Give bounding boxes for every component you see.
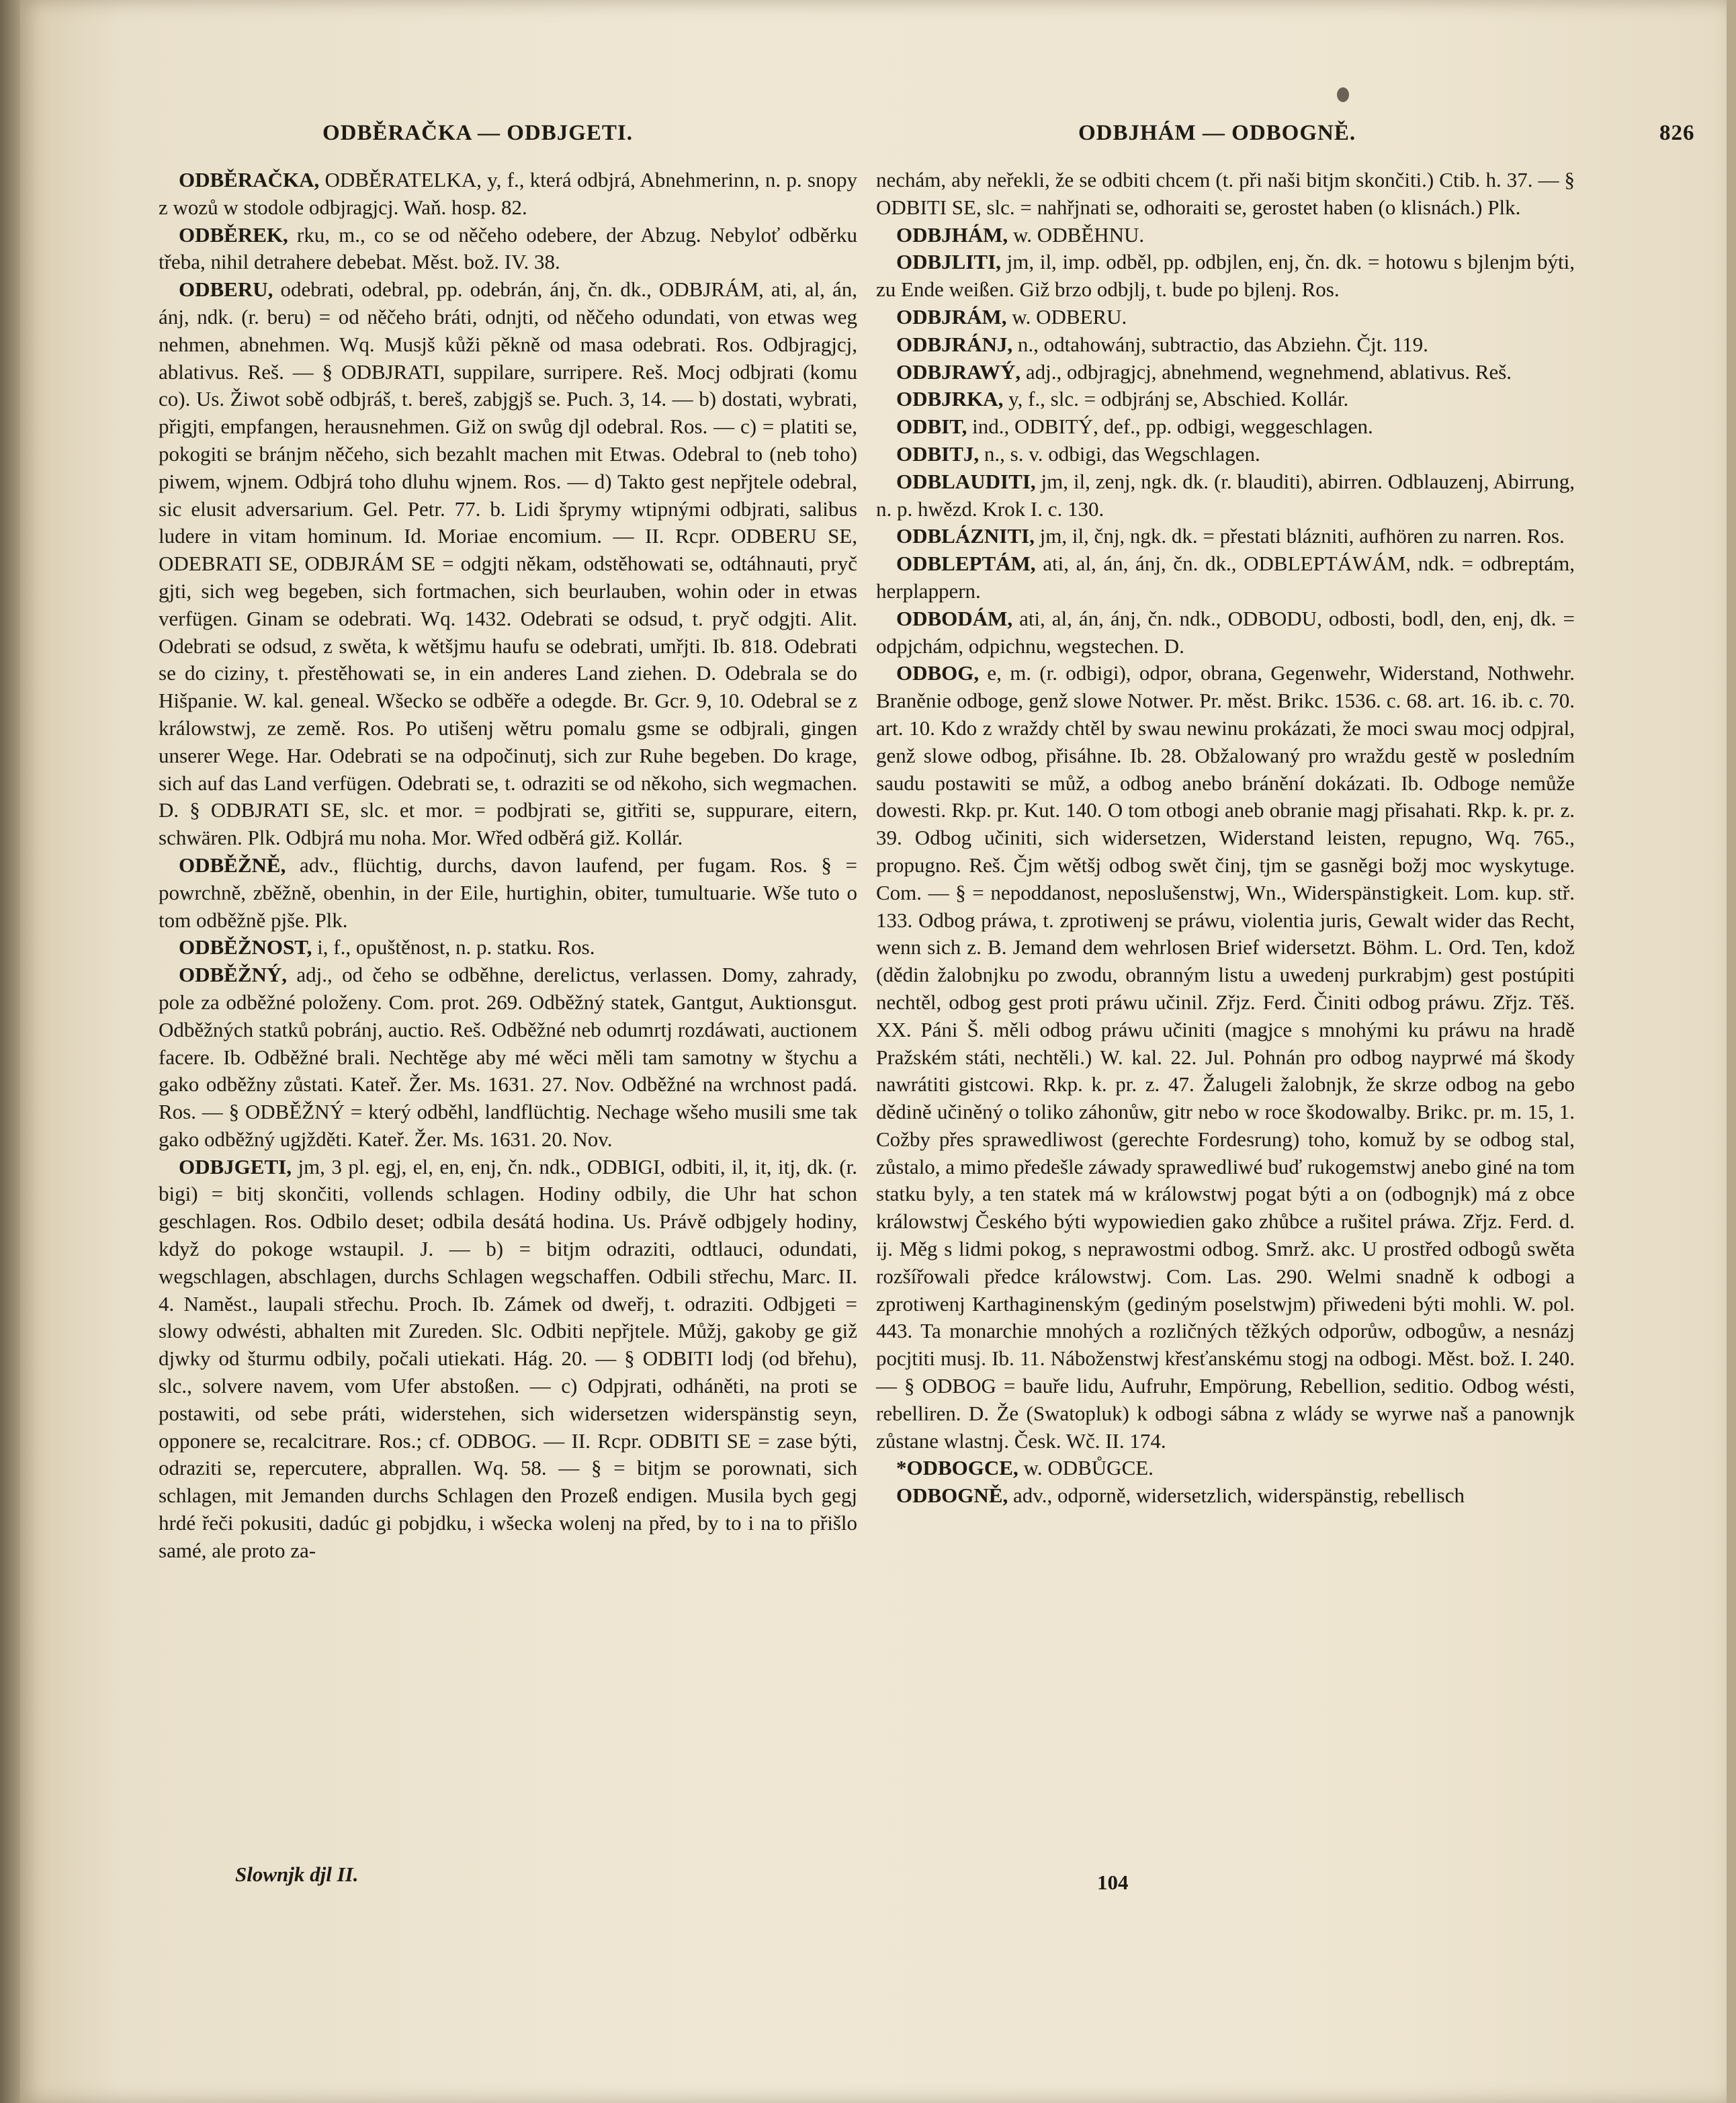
entry-text: rku, m., co se od něčeho odebere, der Abzug. Nebyloť odběrku třeba, nihil detrahere debebat. Měst. bož. IV. 38. — [159, 222, 857, 274]
dictionary-entry — [876, 331, 1575, 359]
dictionary-entry — [876, 1482, 1575, 1510]
dictionary-entry — [159, 1154, 857, 1565]
left-column — [159, 167, 857, 1565]
entry-headword: ODBJRAWÝ, — [896, 359, 1021, 384]
dictionary-entry — [876, 304, 1575, 331]
entry-headword: ODBODÁM, — [896, 606, 1013, 630]
entry-text: adj., odbjragjcj, abnehmend, wegnehmend, ablativus. Reš. — [1025, 359, 1512, 384]
entry-text: w. ODBĚHNU. — [1012, 222, 1145, 247]
dictionary-entry — [876, 523, 1575, 550]
dictionary-entry — [876, 167, 1575, 222]
dictionary-entry — [876, 441, 1575, 468]
dictionary-entry — [876, 605, 1575, 660]
dictionary-page — [20, 0, 1727, 2103]
entry-text: ati, al, án, ánj, čn. ndk., ODBODU, odbosti, bodl, den, enj, dk. = odpjchám, odpichnu, wegstechen. D. — [876, 606, 1575, 658]
entry-text: jm, il, zenj, ngk. dk. (r. blauditi), abirren. Odblauzenj, Abirrung, n. p. hwězd. Krok I. c. 130. — [876, 469, 1575, 521]
entry-headword: ODBLÁZNITI, — [896, 524, 1035, 548]
entry-headword: ODBJHÁM, — [896, 222, 1008, 247]
entry-text: ati, al, án, ánj, čn. dk., ODBLEPTÁWÁM, ndk. = odbreptám, herplappern. — [876, 552, 1575, 603]
dictionary-entry — [876, 468, 1575, 523]
entry-text: adv., flüchtig, durchs, davon laufend, per fugam. Ros. § = powrchně, zběžně, obenhin, in der Eile, hurtighin, obiter, tumultuarie. Wše tuto o tom odběžně pjše. Plk. — [159, 853, 858, 932]
dictionary-entry — [876, 550, 1575, 605]
entry-headword: ODBJRÁNJ, — [896, 332, 1013, 356]
dictionary-entry — [159, 167, 857, 222]
dictionary-entry — [876, 386, 1575, 413]
entry-text: y, f., slc. = odbjránj se, Abschied. Kollár. — [1008, 387, 1349, 411]
entry-headword: ODBĚŽNĚ, — [179, 853, 286, 877]
ink-spot — [1337, 87, 1349, 102]
right-column — [876, 167, 1575, 1510]
entry-headword: ODBITJ, — [896, 441, 980, 466]
entry-headword: ODBLAUDITI, — [896, 469, 1036, 493]
entry-text: nechám, aby neřekli, že se odbiti chcem (t. při naši bitjm skončiti.) Ctib. h. 37. — § ODBITI SE, slc. = nahřjnati se, odhoraiti se, gerostet haben (o klisnách.) Plk. — [876, 168, 1575, 219]
entry-text: ind., ODBITÝ, def., pp. odbigi, weggeschlagen. — [972, 415, 1373, 439]
entry-headword: ODBJGETI, — [179, 1154, 292, 1178]
dictionary-entry — [159, 934, 857, 961]
dictionary-entry — [159, 276, 857, 852]
entry-headword: *ODBOGCE, — [896, 1456, 1018, 1480]
entry-headword: ODBJRKA, — [896, 387, 1004, 411]
page-number: 826 — [1659, 121, 1695, 145]
dictionary-entry — [876, 413, 1575, 441]
dictionary-entry — [876, 359, 1575, 386]
entry-headword: ODBJRÁM, — [896, 304, 1007, 329]
book-spine — [0, 0, 20, 2103]
entry-text: jm, 3 pl. egj, el, en, enj, čn. ndk., ODBIGI, odbiti, il, it, itj, dk. (r. bigi) = bitj skončiti, vollends schlagen. Hodiny odbily, die Uhr hat schon geschlagen. Ros. Odbilo deset; odbila desátá hodina. Us. Právě odbjgely hodiny, když do pokoge wstaupil. J. — b) = bitjm odraziti, odtlauci, odundati, wegschlagen, abschlagen, durchs Schlagen wegschaffen. Odbili střechu, Marc. II. 4. Naměst., laupali střechu. Proch. Ib. Zámek od dweřj, t. odraziti. Odbjgeti = slowy odwésti, abhalten mit Zureden. Slc. Odbiti nepřjtele. Můžj, gakoby ge giž djwky od šturmu odbily, počali utiekati. Hág. 20. — § ODBITI lodj (od břehu), slc., solvere navem, vom Ufer abstoßen. — c) Odpjrati, odháněti, na proti se postawiti, od sebe práti, widerstehen, sich widersetzen widerspänstig seyn, opponere se, recalcitrare. Ros.; cf. ODBOG. — II. Rcpr. ODBITI SE = zase býti, odraziti se, repercutere, abprallen. Wq. 58. — § = bitjm se porownati, sich schlagen, mit Jemanden durchs Schlagen den Prozeß endigen. Musila bych gegj hrdé řeči pokusiti, dadúc gi pobjdku, i wšecka wolenj na před, by to i na to přišlo samé, ale proto za- — [159, 1154, 857, 1562]
entry-headword: ODBJLITI, — [896, 250, 1001, 274]
signature-footer: Slownjk djl II. — [235, 1862, 359, 1886]
running-header-right: ODBJHÁM — ODBOGNĚ. — [1078, 121, 1356, 145]
entry-text: jm, il, imp. odběl, pp. odbjlen, enj, čn. dk. = hotowu s bjlenjm býti, zu Ende weißen. Giž brzo odbjlj, t. bude po bjlenj. Ros. — [876, 250, 1575, 302]
entry-text: jm, il, čnj, ngk. dk. = přestati blázniti, aufhören zu narren. Ros. — [1039, 524, 1565, 548]
dictionary-entry — [876, 1455, 1575, 1482]
entry-headword: ODBĚŽNOST, — [179, 935, 312, 959]
entry-headword: ODBĚREK, — [179, 222, 288, 247]
entry-text: e, m. (r. odbigi), odpor, obrana, Gegenwehr, Widerstand, Nothwehr. Braněnie odboge, genž slowe Notwer. Pr. měst. Brikc. 1536. c. 68. art. 16. ib. c. 70. art. 10. Kdo z wraždy chtěl by swau newinu prokázati, že moci swau mocj odpjral, genž slowe odbog, přisáhne. Ib. 28. Obžalowaný pro wraždu gestě w posledním saudu postawiti se můž, a odbog anebo bránění dokázati. Ib. Odboge nemůže dowesti. Rkp. pr. Kut. 140. O tom otbogi aneb obranie magj přisahati. Rkp. k. pr. z. 39. Odbog učiniti, sich widersetzen, Widerstand leisten, repugno, Wq. 765., propugno. Reš. Čjm wětšj odbog swět činj, tjm se gasněgi božj moc wyskytuge. Com. — § = nepoddanost, neposlušenstwj, Wn., Widerspänstigkeit. Lom. kup. stř. 133. Odbog práwa, t. zprotiwenj se práwu, violentia juris, Gewalt wider das Recht, wenn sich z. B. Jemand dem wehrlosen Brief widersetzt. Böhm. L. Ord. Ten, kdož (dědin žalobnjku po zwodu, obranným listu a uwedenj purkrabjm) gest postúpiti nechtěl, odbog gest proti práwu učinil. Zřjz. Ferd. Činiti odbog práwu. Zřjz. Těš. XX. Páni Š. měli odbog práwu učiniti (magjce s mnohými ku práwu na hradě Pražském státi, nechtěli.) W. kal. 22. Jul. Pohnán pro odbog nayprwé má škody nawrátiti gistcowi. Rkp. k. pr. z. 47. Žalugeli žalobnjk, že skrze odbog na gebo dědině učiněný o toliko záhonůw, gitr nebo w roce škodowalby. Brikc. pr. m. 15, 1. Cožby přes sprawedliwost (gerechte Fordesrung) toho, komuž by se odbog stal, zůstalo, a mimo předešle záwady sprawedliwé buď rukogemstwj anebo giné na tom statku byly, a ten statek má w králowstwj pogat býti a on (odbognjk) má z obce králowstwj Českého býti wypowiedien gako zhůbce a rušitel práwa. Zřjz. Ferd. d. ij. Měg s lidmi pokog, s neprawostmi odbog. Smrž. akc. U prostřed odbogů swěta rozšířowali předce králowstwj. Com. Las. 290. Welmi snadně k odbogi a zprotiwenj Karthaginenským (gediným poselstwjm) přiwedeni býti mohli. W. pol. 443. Ta monarchie mnohých a rozličných těžkých odporůw, odbogůw, a nesnázj pocjtiti musj. Ib. 11. Náboženstwj křesťanskému stogj na odbogi. Měst. bož. I. 240. — § ODBOG = bauře lidu, Aufruhr, Empörung, Rebellion, seditio. Odbog wésti, rebelliren. D. Že (Swatopluk) k odbogi sábna z wlády se wyrwe naš a panownjk zůstane wlastnj. Česk. Wč. II. 174. — [876, 661, 1575, 1453]
signature-number: 104 — [1097, 1871, 1129, 1894]
entry-headword: ODBLEPTÁM, — [896, 552, 1036, 576]
entry-text: i, f., opuštěnost, n. p. statku. Ros. — [317, 935, 595, 959]
dictionary-entry — [159, 961, 857, 1154]
entry-headword: ODBĚŽNÝ, — [179, 963, 288, 987]
entry-headword: ODBOGNĚ, — [896, 1484, 1008, 1508]
entry-text: n., odtahowánj, subtractio, das Abziehn. Čjt. 119. — [1017, 332, 1428, 356]
entry-text: adj., od čeho se odběhne, derelictus, verlassen. Domy, zahrady, pole za odběžné položeny. Com. prot. 269. Odběžný statek, Gantgut, Auktionsgut. Odběžných statků pobránj, auctio. Reš. Odběžné neb odumrtj rozdáwati, auctionem facere. Ib. Odběžné brali. Nechtěge aby mé wěci měli tam samotny w štychu a gako odběžny zůstati. Kateř. Žer. Ms. 1631. 27. Nov. Odběžné na wrchnost padá. Ros. — § ODBĚŽNÝ = který odběhl, landflüchtig. Nechage wšeho musili sme tak gako odběžný ugjžděti. Kateř. Žer. Ms. 1631. 20. Nov. — [159, 963, 858, 1151]
entry-headword: ODBERU, — [179, 277, 273, 302]
entry-text: ODBĚRATELKA, y, f., která odbjrá, Abnehmerinn, n. p. snopy z wozů w stodole odbjragjcj. Waň. hosp. 82. — [159, 168, 857, 219]
entry-text: odebrati, odebral, pp. odebrán, ánj, čn. dk., ODBJRÁM, ati, al, án, ánj, ndk. (r. beru) = od něčeho bráti, odnjti, od něčeho odundati, von etwas weg nehmen, abnehmen. Wq. Musjš kůži pěkně od masa odebrati. Ros. Odbjragjcj, ablativus. Reš. — § ODBJRATI, suppilare, surripere. Reš. Mocj odbjrati (komu co). Us. Žiwot sobě odbjráš, t. bereš, zabjgjš se. Puch. 3, 14. — b) dostati, wybrati, přigjti, empfangen, herausnehmen. Giž on swůg djl odebral. Ros. — c) = platiti se, pokogiti se bránjm něčeho, sich bezahlt machen mit Etwas. Odebral to (neb toho) piwem, wjnem. Odbjrá toho dluhu wjnem. Ros. — d) Takto gest nepřjtele odebral, sic elusit adversarium. Gel. Petr. 77. b. Lidi šprymy wtipnými odbjrati, salibus ludere in vitam hominum. Id. Moriae encomium. — II. Rcpr. ODBERU SE, ODEBRATI SE, ODBJRÁM SE = odgjti někam, odstěhowati se, odtáhnauti, pryč gjti, sich weg begeben, sich fortmachen, sich beurlauben, wohin oder in etwas verfügen. Ginam se odebrati. Wq. 1432. Odebrati se odsud, t. pryč odgjti. Alit. Odebrati se odsud, z swěta, k wětšjmu haufu se odebrati, umřjti. Ib. 818. Odebrati se do ciziny, t. přestěhowati se, in ein anderes Land ziehen. D. Odebrala se do Hišpanie. W. kal. geneal. Wšecko se odběře a odegde. Br. Gcr. 9, 10. Odebral se z králowstwj, ze země. Ros. Po utišenj wětru pomalu gsme se odbjrali, gingen unserer Wege. Har. Odebrati se na odpočinutj, sich zur Ruhe begeben. Do krage, sich auf das Land verfügen. Odebrati se, t. odraziti se od někoho, sich wegmachen. D. § ODBJRATI SE, slc. et mor. = podbjrati se, gitřiti se, suppurare, eitern, schwären. Plk. Odbjrá mu noha. Mor. Wřed odběrá giž. Kollár. — [159, 277, 857, 850]
dictionary-entry — [876, 249, 1575, 304]
dictionary-entry — [876, 660, 1575, 1455]
dictionary-entry — [159, 852, 857, 934]
entry-headword: ODBIT, — [896, 415, 967, 439]
entry-headword: ODBĚRAČKA, — [179, 168, 320, 191]
entry-text: n., s. v. odbigi, das Wegschlagen. — [984, 441, 1260, 466]
dictionary-entry — [159, 222, 857, 277]
entry-text: adv., odporně, widersetzlich, widerspänstig, rebellisch — [1012, 1484, 1465, 1508]
entry-text: w. ODBŮGCE. — [1023, 1456, 1154, 1480]
entry-headword: ODBOG, — [896, 661, 980, 685]
entry-text: w. ODBERU. — [1012, 304, 1127, 329]
dictionary-entry — [876, 222, 1575, 249]
running-header-left: ODBĚRAČKA — ODBJGETI. — [322, 121, 633, 145]
